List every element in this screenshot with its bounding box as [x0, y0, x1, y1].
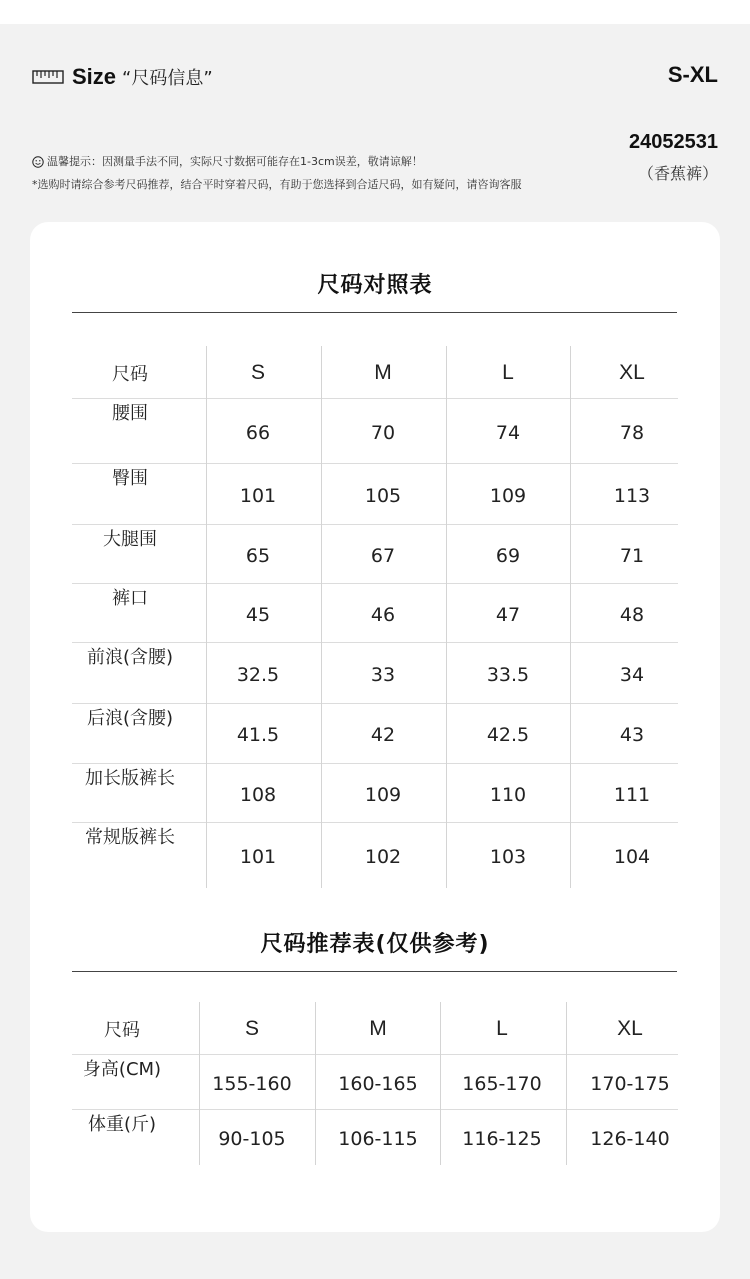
column-header: L [502, 360, 514, 384]
row-label: 腰围 [112, 403, 148, 424]
column-divider [446, 346, 447, 888]
recommend-table-title-line [72, 971, 677, 972]
row-divider [72, 1054, 678, 1055]
column-divider [570, 346, 571, 888]
table-cell: 33 [370, 663, 396, 686]
table-cell: 108 [239, 783, 277, 806]
table-cell: 78 [619, 421, 645, 444]
column-header: M [374, 360, 392, 384]
table-cell: 170-175 [590, 1072, 670, 1095]
table-cell: 41.5 [236, 724, 280, 746]
table-cell: 109 [364, 783, 402, 806]
table-cell: 43 [619, 724, 645, 746]
table-cell: 113 [613, 484, 651, 507]
table-cell: 34 [619, 663, 645, 686]
table-cell: 70 [370, 421, 396, 444]
tip-row-2 [32, 173, 522, 196]
table-cell: 101 [239, 846, 277, 868]
row-label: 裤口 [112, 588, 148, 609]
row-label: 后浪(含腰) [86, 708, 174, 729]
row-divider [72, 463, 678, 464]
ruler-icon [32, 70, 64, 84]
table-cell: 67 [370, 544, 396, 567]
table-cell: 101 [239, 484, 277, 507]
column-header: 尺码 [104, 1020, 140, 1041]
row-label: 身高(CM) [82, 1059, 162, 1080]
size-card [30, 222, 720, 1232]
product-name: （香蕉裤） [637, 164, 718, 183]
table-cell: 65 [245, 544, 271, 567]
row-divider [72, 524, 678, 525]
tip-row-1 [32, 150, 522, 173]
table-cell: 42.5 [486, 724, 530, 746]
table-cell: 105 [364, 484, 402, 507]
table-cell: 109 [489, 484, 527, 507]
row-divider [72, 703, 678, 704]
table-cell: 33.5 [486, 663, 530, 686]
column-divider [440, 1002, 441, 1165]
row-label: 常规版裤长 [85, 827, 175, 848]
row-divider [72, 822, 678, 823]
tip-text-1: 温馨提示：因测量手法不同，实际尺寸数据可能存在1-3cm误差，敬请谅解！ [47, 155, 423, 168]
row-label: 大腿围 [103, 529, 157, 550]
row-label: 加长版裤长 [85, 768, 175, 789]
table-cell: 126-140 [590, 1127, 670, 1150]
row-label: 臀围 [112, 468, 148, 489]
table-cell: 71 [619, 544, 645, 567]
row-label: 体重(斤) [87, 1114, 157, 1135]
table-cell: 74 [495, 421, 521, 444]
table-cell: 104 [613, 846, 651, 868]
table-cell: 103 [489, 846, 527, 868]
row-label: 前浪(含腰) [86, 647, 174, 668]
size-range: S-XL [667, 62, 718, 87]
row-divider [72, 763, 678, 764]
table-cell: 106-115 [338, 1127, 418, 1150]
smile-icon [32, 156, 44, 168]
table-cell: 48 [619, 603, 645, 626]
size-subtitle: “尺码信息” [122, 68, 213, 89]
table-cell: 160-165 [338, 1072, 418, 1095]
table-cell: 110 [489, 783, 527, 806]
row-divider [72, 1109, 678, 1110]
column-header: 尺码 [112, 363, 148, 385]
column-header: S [244, 1017, 259, 1040]
size-table-title-line [72, 312, 677, 313]
table-cell: 32.5 [236, 663, 280, 686]
table-cell: 45 [245, 603, 271, 626]
table-cell: 90-105 [218, 1127, 286, 1150]
table-cell: 102 [364, 846, 402, 868]
column-divider [321, 346, 322, 888]
table-cell: 46 [370, 603, 396, 626]
tip-text-2: *选购时请综合参考尺码推荐，结合平时穿着尺码，有助于您选择到合适尺码，如有疑问，请咨询客服 [32, 178, 522, 191]
column-divider [206, 346, 207, 888]
table-cell: 165-170 [462, 1072, 542, 1095]
table-cell: 42 [370, 724, 396, 746]
row-divider [72, 583, 678, 584]
row-divider [72, 642, 678, 643]
column-divider [199, 1002, 200, 1165]
size-table-title: 尺码对照表 [317, 273, 433, 298]
tips-block [32, 150, 522, 196]
column-divider [315, 1002, 316, 1165]
table-cell: 69 [495, 544, 521, 567]
table-cell: 66 [245, 421, 271, 444]
table-cell: 47 [495, 603, 521, 626]
column-divider [566, 1002, 567, 1165]
column-header: XL [619, 360, 645, 384]
top-strip [0, 0, 750, 24]
table-cell: 155-160 [212, 1072, 292, 1095]
table-cell: 116-125 [462, 1127, 542, 1150]
size-header [32, 64, 213, 90]
row-divider [72, 398, 678, 399]
table-cell: 111 [613, 783, 651, 806]
product-code: 24052531 [629, 131, 718, 153]
column-header: S [250, 360, 265, 384]
column-header: L [496, 1017, 508, 1040]
recommend-table-title: 尺码推荐表(仅供参考) [260, 932, 490, 957]
column-header: XL [617, 1017, 643, 1040]
size-title: Size [72, 64, 117, 89]
column-header: M [369, 1017, 387, 1040]
